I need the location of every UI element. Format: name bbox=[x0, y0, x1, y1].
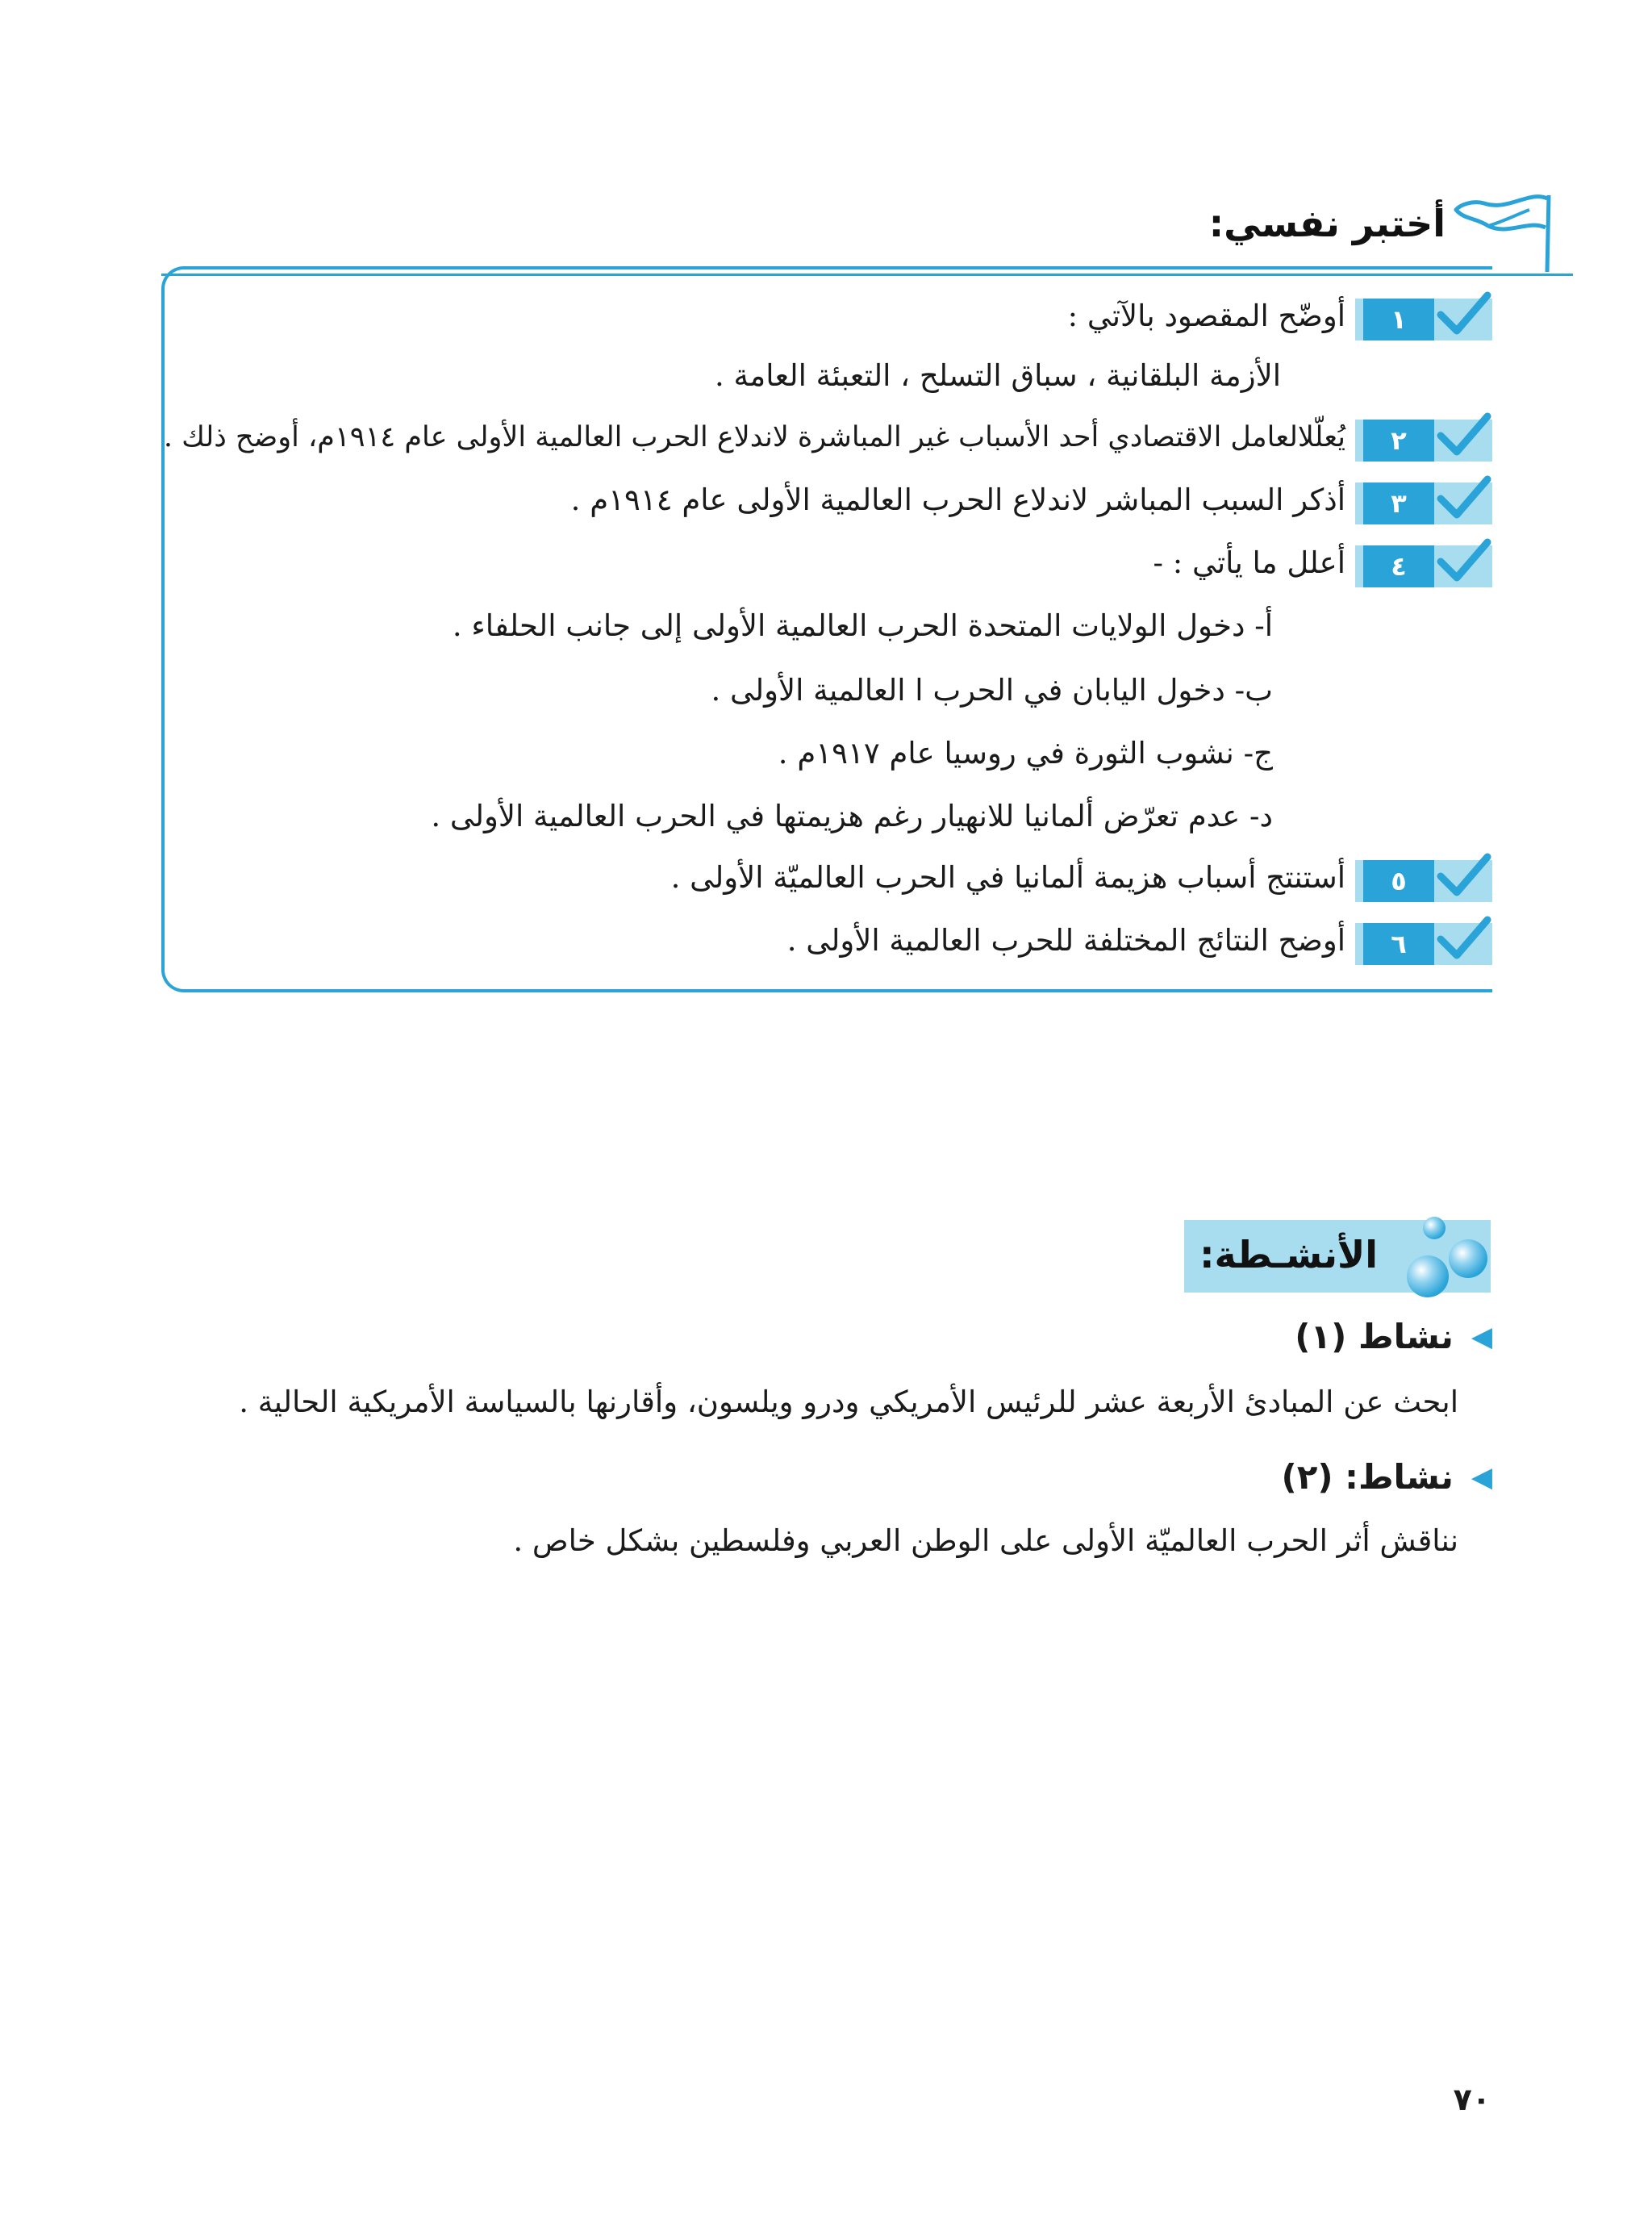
question-row bbox=[161, 474, 1492, 528]
page-number: ٧٠ bbox=[1453, 2082, 1491, 2117]
question-number: ٦ bbox=[1363, 923, 1434, 965]
selftest-title: أختبر نفسي: bbox=[1208, 202, 1446, 245]
question-text: أذكر السبب المباشر لاندلاع الحرب العالمية الأولى عام ١٩١٤م . bbox=[570, 482, 1345, 517]
question-row bbox=[161, 915, 1492, 968]
activity-text: ابحث عن المبادئ الأربعة عشر للرئيس الأمريكي ودرو ويلسون، وأقارنها بالسياسة الأمريكية الحالية . bbox=[239, 1385, 1458, 1419]
bubbles-icon bbox=[1378, 1210, 1491, 1299]
activity-text: نناقش أثر الحرب العالميّة الأولى على الوطن العربي وفلسطين بشكل خاص . bbox=[513, 1523, 1458, 1558]
check-icon bbox=[1436, 411, 1492, 458]
question-row bbox=[161, 852, 1492, 905]
check-icon bbox=[1436, 537, 1492, 584]
question-row bbox=[161, 290, 1492, 344]
activity-label: نشاط: (٢) bbox=[1281, 1457, 1454, 1497]
activities-title: الأنشـطة: bbox=[1199, 1233, 1378, 1276]
activity-label: نشاط (١) bbox=[1295, 1317, 1454, 1356]
check-icon bbox=[1436, 290, 1492, 337]
flag-icon bbox=[1452, 187, 1573, 276]
activity-heading bbox=[1281, 1457, 1492, 1506]
question-text: أعلل ما يأتي : - bbox=[1153, 545, 1345, 580]
q4-item: د- عدم تعرّض ألمانيا للانهيار رغم هزيمتها في الحرب العالمية الأولى . bbox=[431, 799, 1273, 833]
question-number: ٢ bbox=[1363, 420, 1434, 462]
question-row bbox=[161, 411, 1492, 465]
question-text: أستنتج أسباب هزيمة ألمانيا في الحرب العالميّة الأولى . bbox=[670, 860, 1345, 895]
q4-item: أ- دخول الولايات المتحدة الحرب العالمية الأولى إلى جانب الحلفاء . bbox=[452, 608, 1273, 643]
question-number: ٣ bbox=[1363, 482, 1434, 524]
q4-item: ب- دخول اليابان في الحرب ا العالمية الأولى . bbox=[711, 673, 1273, 708]
q4-item: ج- نشوب الثورة في روسيا عام ١٩١٧م . bbox=[778, 736, 1273, 771]
question-number: ٤ bbox=[1363, 545, 1434, 587]
question-text: أوضّح المقصود بالآتي : bbox=[1067, 299, 1345, 333]
question-text: أوضح النتائج المختلفة للحرب العالمية الأولى . bbox=[786, 923, 1345, 958]
selftest-header bbox=[161, 187, 1573, 276]
question-text: يُعلّلالعامل الاقتصادي أحد الأسباب غير المباشرة لاندلاع الحرب العالمية الأولى عام ١٩١٤م، أوضح ذلك . bbox=[163, 421, 1345, 453]
q1-terms: الأزمة البلقانية ، سباق التسلح ، التعبئة العامة . bbox=[715, 358, 1281, 393]
check-icon bbox=[1436, 474, 1492, 521]
check-icon bbox=[1436, 852, 1492, 899]
activities-header bbox=[1168, 1210, 1491, 1299]
question-number: ٥ bbox=[1363, 860, 1434, 902]
check-icon bbox=[1436, 915, 1492, 962]
activity-heading bbox=[1295, 1317, 1492, 1365]
triangle-left-icon: ◀ bbox=[1471, 1460, 1492, 1493]
question-row bbox=[161, 537, 1492, 591]
question-number: ١ bbox=[1363, 299, 1434, 340]
triangle-left-icon: ◀ bbox=[1471, 1320, 1492, 1353]
